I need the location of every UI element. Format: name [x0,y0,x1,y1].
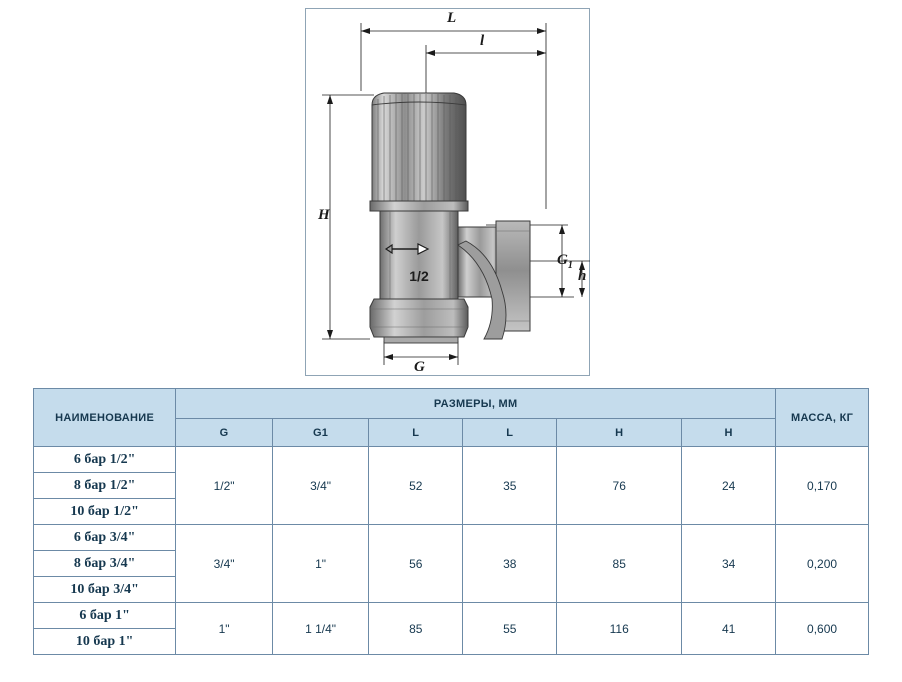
value-G: 1/2" [176,447,273,525]
value-l: 35 [463,447,557,525]
value-G1: 3/4" [272,447,369,525]
product-name: 6 бар 1/2" [34,447,176,473]
value-l: 38 [463,525,557,603]
product-name: 6 бар 1" [34,603,176,629]
valve-cap [370,93,468,211]
dim-label-H: H [318,207,330,223]
value-G1: 1 1/4" [272,603,369,655]
dim-label-G1: $G_1$ [557,252,573,271]
table-row [34,525,869,551]
svg-text:1/2: 1/2 [409,268,429,284]
value-l: 55 [463,603,557,655]
dim-label-L: L [447,10,457,26]
drawing-canvas [306,9,591,382]
value-G: 1" [176,603,273,655]
table-row [34,603,869,629]
header-name: НАИМЕНОВАНИЕ [34,389,176,447]
valve-technical-drawing [305,8,590,376]
header-mass: МАССА, КГ [776,389,869,447]
product-name: 10 бар 1/2" [34,499,176,525]
table-row [34,447,869,473]
value-L: 56 [369,525,463,603]
value-H: 85 [557,525,682,603]
product-name: 8 бар 3/4" [34,551,176,577]
dim-label-h: h [578,268,587,284]
header-col-G: G [176,419,273,447]
header-col-G1: G1 [272,419,369,447]
value-L: 52 [369,447,463,525]
header-col-H: H [557,419,682,447]
valve-body [370,211,468,343]
value-mass: 0,600 [776,603,869,655]
value-G: 3/4" [176,525,273,603]
product-name: 6 бар 3/4" [34,525,176,551]
value-G1: 1" [272,525,369,603]
specifications-table [33,388,869,655]
header-col-h: H [682,419,776,447]
dim-label-G: G [414,359,425,375]
value-mass: 0,200 [776,525,869,603]
dim-label-G1-subscript: 1 [567,260,573,271]
value-L: 85 [369,603,463,655]
value-mass: 0,170 [776,447,869,525]
value-h: 41 [682,603,776,655]
product-name: 10 бар 3/4" [34,577,176,603]
table-header-row-1 [34,389,869,419]
dim-label-l: l [480,33,485,49]
value-h: 34 [682,525,776,603]
product-name: 8 бар 1/2" [34,473,176,499]
value-H: 76 [557,447,682,525]
product-name: 10 бар 1" [34,629,176,655]
header-col-l: L [463,419,557,447]
valve-side-outlet [458,221,530,339]
header-sizes: РАЗМЕРЫ, ММ [176,389,776,419]
value-H: 116 [557,603,682,655]
value-h: 24 [682,447,776,525]
header-col-L: L [369,419,463,447]
